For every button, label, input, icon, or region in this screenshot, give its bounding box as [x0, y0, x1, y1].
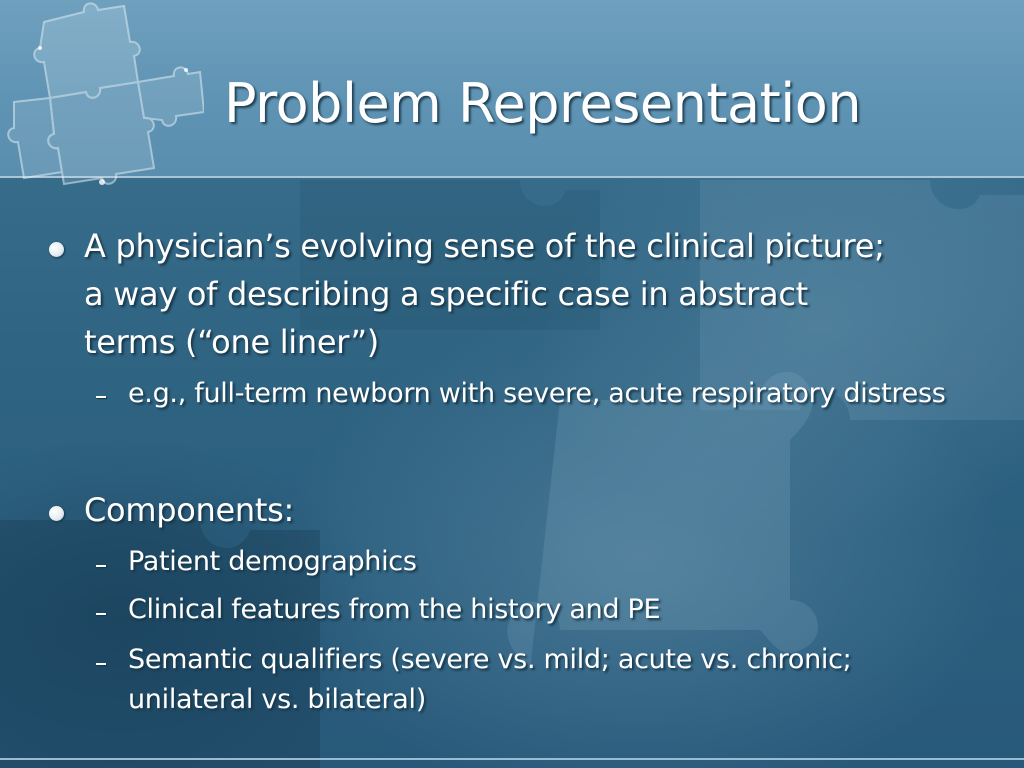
bullet-dot: [49, 242, 64, 257]
bullet-dot: [49, 506, 64, 521]
sub-bullet-text: e.g., full-term newborn with severe, acute respiratory distress: [128, 378, 946, 409]
sub-bullet-text: Semantic qualifiers (severe vs. mild; acute vs. chronic; unilateral vs. bilateral): [128, 644, 852, 715]
sub-bullet-text: Patient demographics: [128, 546, 417, 577]
sub-bullet-dash: [96, 663, 106, 665]
bullet-text: Components:: [84, 491, 294, 529]
sub-bullet-text: Clinical features from the history and PE: [128, 594, 661, 625]
bullet-text: A physician’s evolving sense of the clinical picture; a way of describing a specific case in abstract terms (“one liner”): [84, 227, 885, 361]
bottom-divider: [0, 758, 1024, 760]
sub-bullet-dash: [96, 565, 106, 567]
sub-bullet-dash: [96, 396, 106, 398]
slide-title: Problem Representation: [224, 72, 862, 135]
sub-bullet-dash: [96, 613, 106, 615]
